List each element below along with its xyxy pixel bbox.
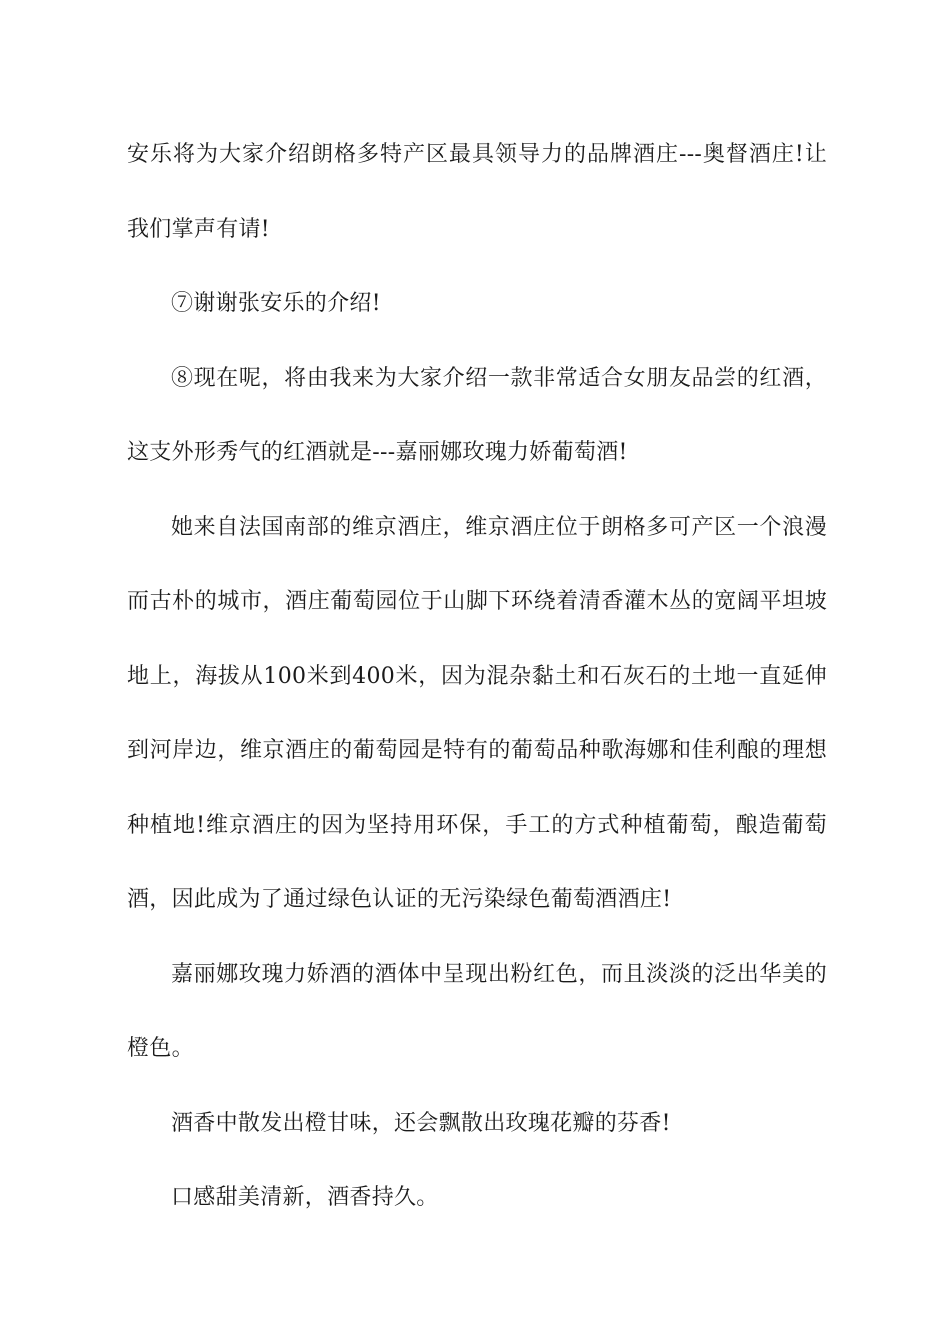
paragraph-4: 她来自法国南部的维京酒庄，维京酒庄位于朗格多可产区一个浪漫而古朴的城市，酒庄葡萄园位于山脚下环绕着清香灌木丛的宽阔平坦坡地上，海拔从100米到400米，因为混杂黏土和石灰石的土地一直延伸到河岸边，维京酒庄的葡萄园是特有的葡萄品种歌海娜和佳利酿的理想种植地!维京酒庄的因为坚持用环保，手工的方式种植葡萄，酿造葡萄酒，因此成为了通过绿色认证的无污染绿色葡萄酒酒庄! xyxy=(127,514,827,912)
paragraph-7: 口感甜美清新，酒香持久。 xyxy=(171,1185,439,1210)
paragraph-3: ⑧现在呢，将由我来为大家介绍一款非常适合女朋友品尝的红酒，这支外形秀气的红酒就是---嘉丽娜玫瑰力娇葡萄酒! xyxy=(127,365,827,465)
paragraph-1: 安乐将为大家介绍朗格多特产区最具领导力的品牌酒庄---奥督酒庄!让我们掌声有请! xyxy=(127,142,827,242)
document-body xyxy=(127,118,827,1236)
paragraph-6: 酒香中散发出橙甘味，还会飘散出玫瑰花瓣的芬香! xyxy=(171,1110,671,1136)
paragraph-2: ⑦谢谢张安乐的介绍! xyxy=(171,291,381,316)
paragraph-5: 嘉丽娜玫瑰力娇酒的酒体中呈现出粉红色，而且淡淡的泛出华美的橙色。 xyxy=(127,961,827,1061)
